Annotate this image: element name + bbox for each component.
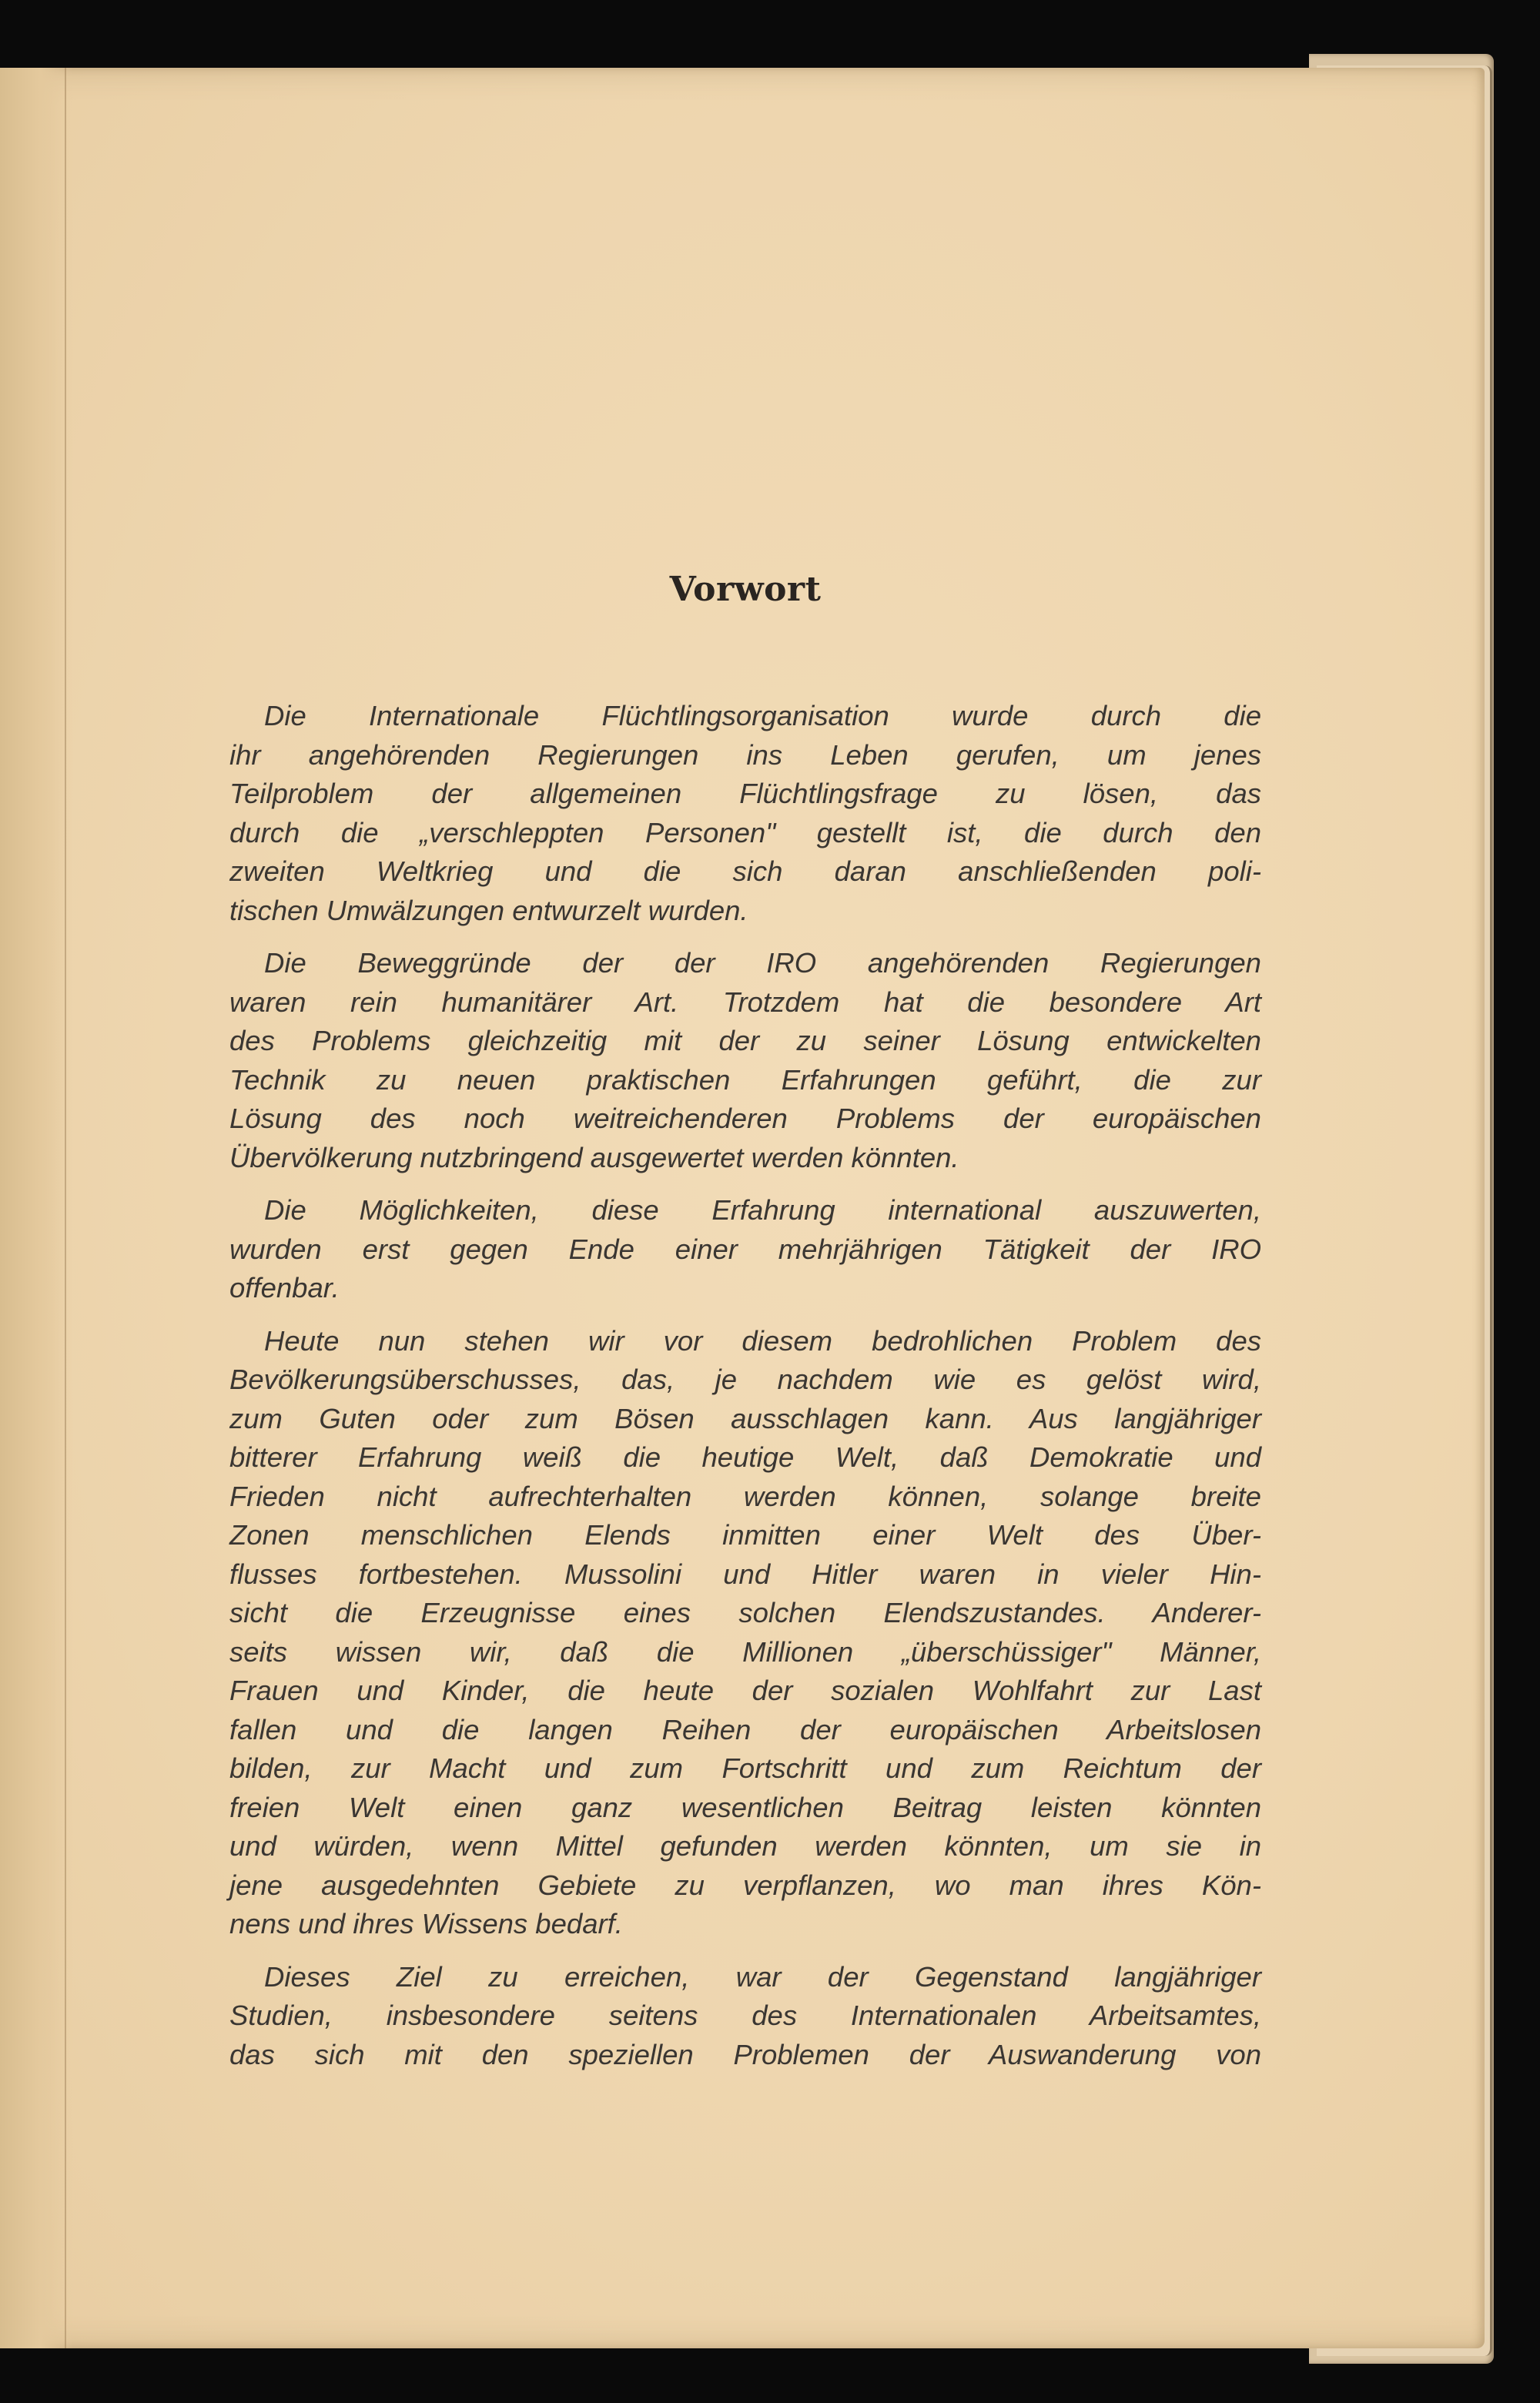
text-line: zum Guten oder zum Bösen ausschlagen kann. Aus langjähriger bbox=[229, 1402, 1261, 1434]
text-line: sicht die Erzeugnisse eines solchen Elendszustandes. Anderer- bbox=[229, 1597, 1261, 1628]
text-line: nens und ihres Wissens bedarf. bbox=[229, 1908, 623, 1939]
text-line: Lösung des noch weitreichenderen Problems der europäischen bbox=[229, 1103, 1261, 1134]
text-line: waren rein humanitärer Art. Trotzdem hat die besondere Art bbox=[229, 986, 1261, 1018]
text-line: Studien, insbesondere seitens des Internationalen Arbeitsamtes, bbox=[229, 2000, 1261, 2031]
text-line: Zonen menschlichen Elends inmitten einer Welt des Über- bbox=[229, 1519, 1261, 1551]
text-line: offenbar. bbox=[229, 1272, 340, 1304]
text-line: Die Möglichkeiten, diese Erfahrung international auszuwerten, bbox=[264, 1194, 1261, 1226]
text-line: fallen und die langen Reihen der europäischen Arbeitslosen bbox=[229, 1713, 1261, 1745]
text-line: Die Beweggründe der der IRO angehörenden Regierungen bbox=[264, 947, 1261, 979]
paragraph-5 bbox=[229, 1958, 1261, 2075]
paragraph-1 bbox=[229, 697, 1261, 930]
page-title: Vorwort bbox=[669, 570, 822, 609]
text-line: Technik zu neuen praktischen Erfahrungen geführt, die zur bbox=[229, 1063, 1261, 1096]
text-line: und würden, wenn Mittel gefunden werden könnten, um sie in bbox=[229, 1830, 1261, 1862]
text-line: Dieses Ziel zu erreichen, war der Gegenstand langjähriger bbox=[264, 1960, 1261, 1993]
binding-fold-line bbox=[65, 68, 66, 2348]
paragraph-4 bbox=[229, 1322, 1261, 1944]
text-line: flusses fortbestehen. Mussolini und Hitler waren in vieler Hin- bbox=[229, 1558, 1261, 1590]
text-line: durch die „verschleppten Personen" gestellt ist, die durch den bbox=[229, 816, 1261, 848]
text-line: Die Internationale Flüchtlingsorganisation wurde durch die bbox=[264, 700, 1261, 731]
text-line: bilden, zur Macht und zum Fortschritt und zum Reichtum der bbox=[229, 1752, 1261, 1784]
paragraph-3 bbox=[229, 1191, 1261, 1308]
text-line: tischen Umwälzungen entwurzelt wurden. bbox=[229, 894, 748, 926]
text-line: zweiten Weltkrieg und die sich daran anschließenden poli- bbox=[229, 855, 1261, 887]
text-line: Frauen und Kinder, die heute der sozialen Wohlfahrt zur Last bbox=[229, 1675, 1261, 1706]
text-line: Übervölkerung nutzbringend ausgewertet werden könnten. bbox=[229, 1141, 959, 1173]
text-line: das sich mit den speziellen Problemen der Auswanderung von bbox=[229, 2038, 1261, 2070]
text-line: Frieden nicht aufrechterhalten werden können, solange breite bbox=[229, 1480, 1261, 1512]
text-line: Heute nun stehen wir vor diesem bedrohlichen Problem des bbox=[264, 1324, 1261, 1357]
text-line: freien Welt einen ganz wesentlichen Beitrag leisten könnten bbox=[229, 1791, 1261, 1823]
text-line: Teilproblem der allgemeinen Flüchtlingsfrage zu lösen, das bbox=[229, 778, 1261, 809]
text-line: ihr angehörenden Regierungen ins Leben gerufen, um jenes bbox=[229, 738, 1261, 771]
body-text bbox=[229, 697, 1261, 2088]
paragraph-2 bbox=[229, 944, 1261, 1177]
text-line: wurden erst gegen Ende einer mehrjährigen Tätigkeit der IRO bbox=[229, 1233, 1261, 1265]
binding-gutter bbox=[0, 68, 73, 2348]
text-line: bitterer Erfahrung weiß die heutige Welt, daß Demokratie und bbox=[229, 1441, 1261, 1473]
text-line: jene ausgedehnten Gebiete zu verpflanzen, wo man ihres Kön- bbox=[229, 1869, 1261, 1901]
text-line: Bevölkerungsüberschusses, das, je nachdem wie es gelöst wird, bbox=[229, 1364, 1261, 1395]
text-line: seits wissen wir, daß die Millionen „überschüssiger" Männer, bbox=[229, 1635, 1261, 1668]
text-line: des Problems gleichzeitig mit der zu seiner Lösung entwickelten bbox=[229, 1025, 1261, 1056]
